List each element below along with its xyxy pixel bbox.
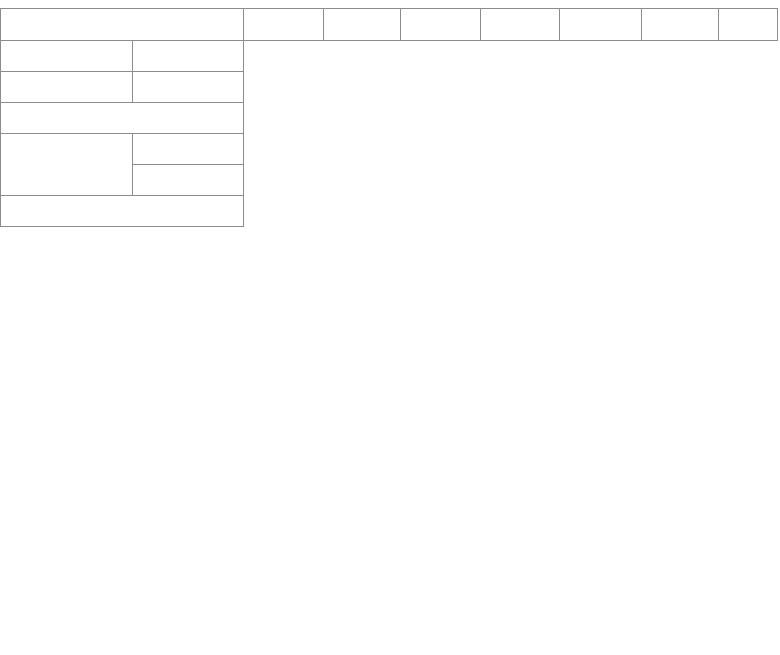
header-label <box>1 9 244 41</box>
table-row-drive <box>1 196 778 227</box>
model-header-cell <box>481 9 560 41</box>
model-header-cell <box>401 9 481 41</box>
model-header-cell <box>324 9 401 41</box>
row-label-interface <box>1 72 133 103</box>
row-label-load <box>1 103 244 134</box>
row-label-drive <box>1 196 244 227</box>
row-label-clamp <box>1 134 133 196</box>
model-header-cell <box>719 9 778 41</box>
header-row <box>1 9 778 41</box>
spec-table-body <box>1 9 778 41</box>
spec-table-wrapper <box>0 8 778 227</box>
row-sublabel-interface <box>133 72 244 103</box>
row-sublabel-motor <box>133 41 244 72</box>
table-row-load <box>1 103 778 134</box>
row-sublabel-pneumatic <box>133 165 244 196</box>
table-row-clamp-hydraulic <box>1 134 778 165</box>
spec-table <box>0 8 778 227</box>
model-header-cell <box>642 9 719 41</box>
row-label-motor <box>1 41 133 72</box>
model-header-cell <box>560 9 642 41</box>
model-header-cell <box>244 9 324 41</box>
table-row-motor <box>1 41 778 72</box>
row-sublabel-hydraulic <box>133 134 244 165</box>
table-row-interface <box>1 72 778 103</box>
